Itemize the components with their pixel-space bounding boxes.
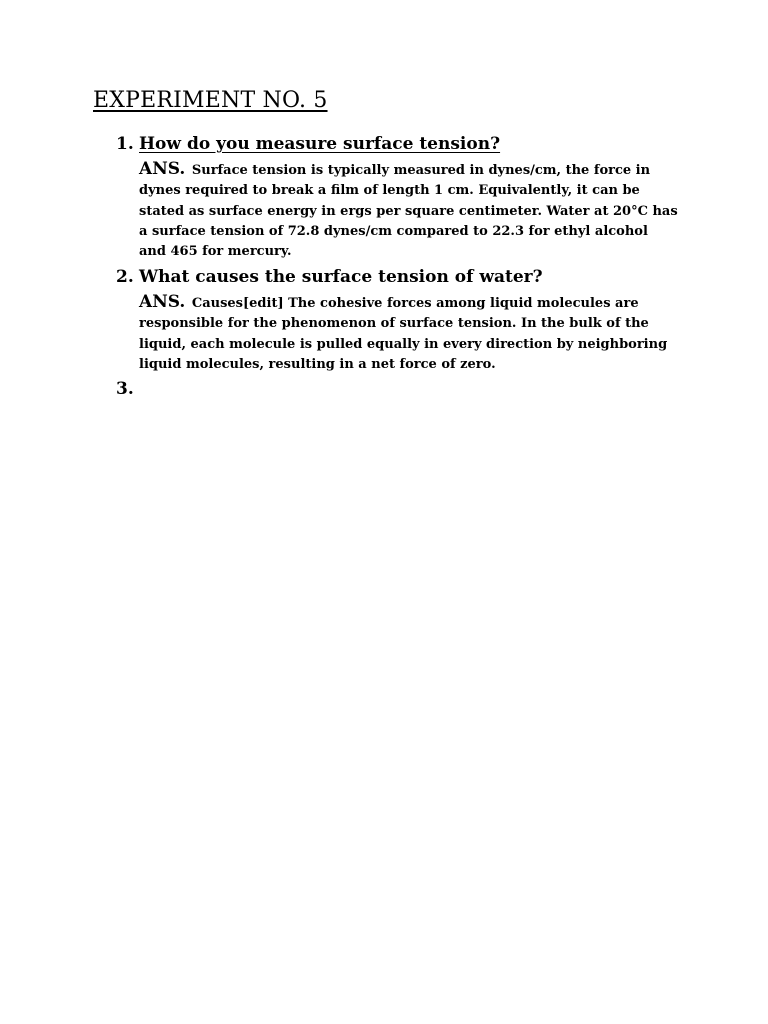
question-text: What causes the surface tension of water? bbox=[139, 267, 543, 287]
question-number: 2. bbox=[116, 267, 134, 287]
answer-block bbox=[139, 159, 679, 262]
question-text: How do you measure surface tension? bbox=[139, 134, 501, 154]
question-number: 1. bbox=[116, 134, 134, 154]
question-item-2 bbox=[116, 265, 676, 377]
answer-label: ANS. bbox=[139, 159, 186, 179]
answer-text: Surface tension is typically measured in dynes/cm, the force in dynes required to break a film of length 1 cm. Equivalently, it can be stated as surface energy in ergs per square centimeter. Water at 20°C has a surface tension of 72.8 dynes/cm compared to 22.3 for ethyl alcohol and 465 for mercury. bbox=[139, 163, 678, 260]
question-number: 3. bbox=[116, 379, 134, 399]
question-list bbox=[116, 132, 676, 403]
document-title: EXPERIMENT NO. 5 bbox=[93, 88, 328, 113]
question-item-3 bbox=[116, 377, 676, 403]
question-item-1 bbox=[116, 132, 676, 265]
answer-text: Causes[edit] The cohesive forces among liquid molecules are responsible for the phenomenon of surface tension. In the bulk of the liquid, each molecule is pulled equally in every direction by neighboring liquid molecules, resulting in a net force of zero. bbox=[139, 296, 668, 372]
answer-label: ANS. bbox=[139, 292, 186, 312]
answer-block bbox=[139, 292, 679, 375]
